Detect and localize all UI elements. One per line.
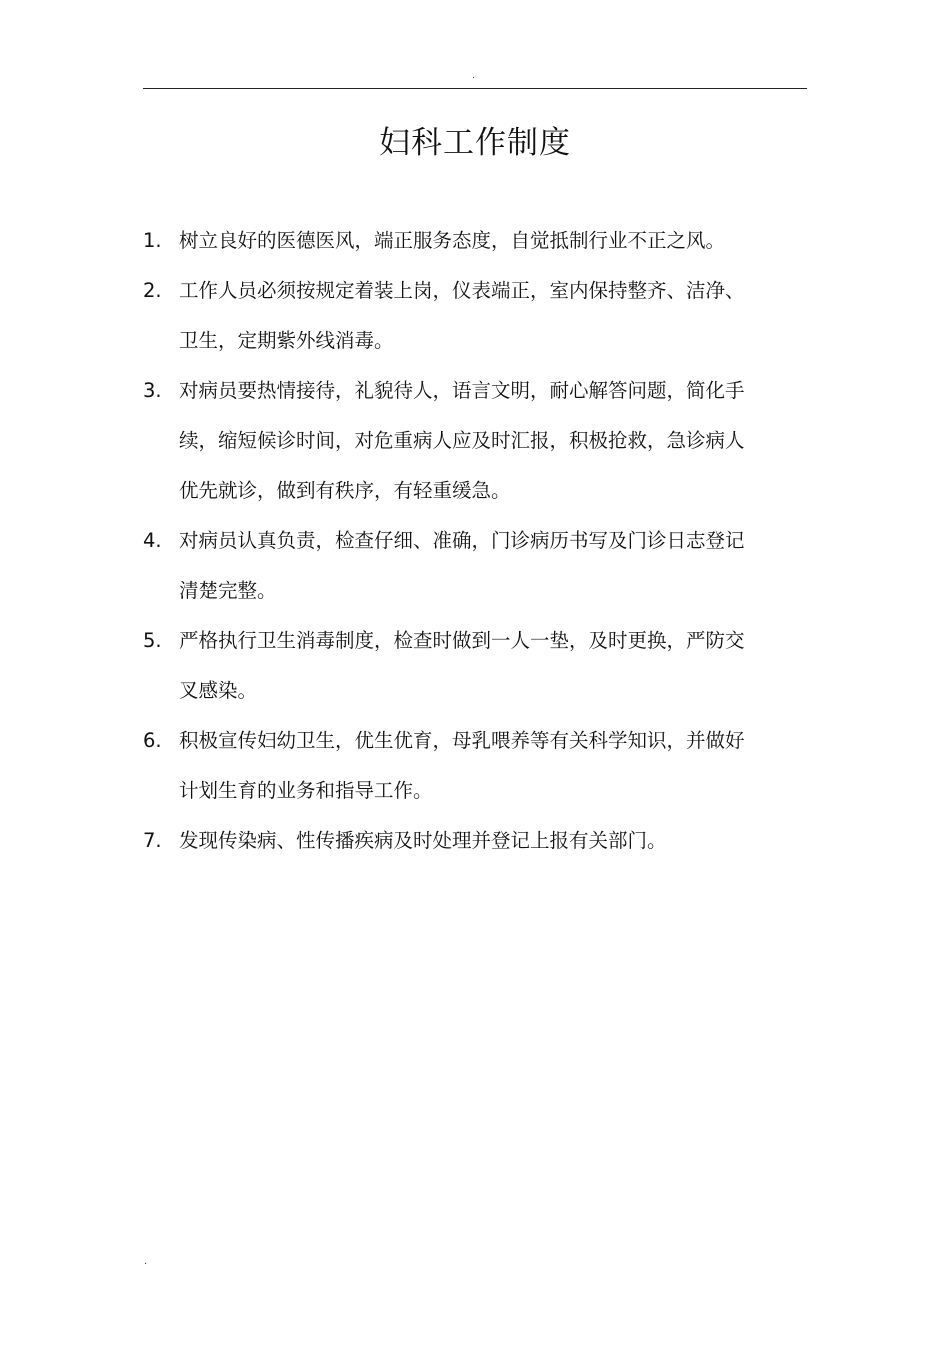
rule-item — [143, 516, 763, 616]
rule-number: 6. — [143, 729, 162, 752]
rule-number: 2. — [143, 279, 162, 302]
rule-item — [143, 716, 763, 816]
rule-number: 4. — [143, 529, 162, 552]
rule-text: 树立良好的医德医风，端正服务态度，自觉抵制行业不正之风。 — [179, 229, 726, 252]
rule-item — [143, 216, 763, 266]
rule-text: 对病员认真负责，检查仔细、准确，门诊病历书写及门诊日志登记清楚完整。 — [179, 529, 745, 602]
rule-text: 对病员要热情接待，礼貌待人，语言文明，耐心解答问题，简化手续，缩短候诊时间，对危重病人应及时汇报，积极抢救，急诊病人优先就诊，做到有秩序，有轻重缓急。 — [179, 379, 745, 502]
header-divider — [143, 88, 807, 89]
rule-item — [143, 616, 763, 716]
document-title: 妇科工作制度 — [379, 125, 571, 161]
rule-text: 工作人员必须按规定着装上岗，仪表端正，室内保持整齐、洁净、卫生，定期紫外线消毒。 — [179, 279, 745, 352]
rule-number: 1. — [143, 229, 162, 252]
rule-item — [143, 816, 763, 866]
rule-text: 严格执行卫生消毒制度，检查时做到一人一垫，及时更换，严防交叉感染。 — [179, 629, 745, 702]
header-dot: . — [472, 70, 476, 81]
rule-number: 5. — [143, 629, 162, 652]
rule-item — [143, 366, 763, 516]
rules-list — [143, 216, 763, 866]
rule-number: 7. — [143, 829, 162, 852]
rule-number: 3. — [143, 379, 162, 402]
rule-item — [143, 266, 763, 366]
rule-text: 积极宣传妇幼卫生，优生优育，母乳喂养等有关科学知识，并做好计划生育的业务和指导工作。 — [179, 729, 745, 802]
footer-dot: . — [144, 1256, 148, 1267]
rule-text: 发现传染病、性传播疾病及时处理并登记上报有关部门。 — [179, 829, 667, 852]
